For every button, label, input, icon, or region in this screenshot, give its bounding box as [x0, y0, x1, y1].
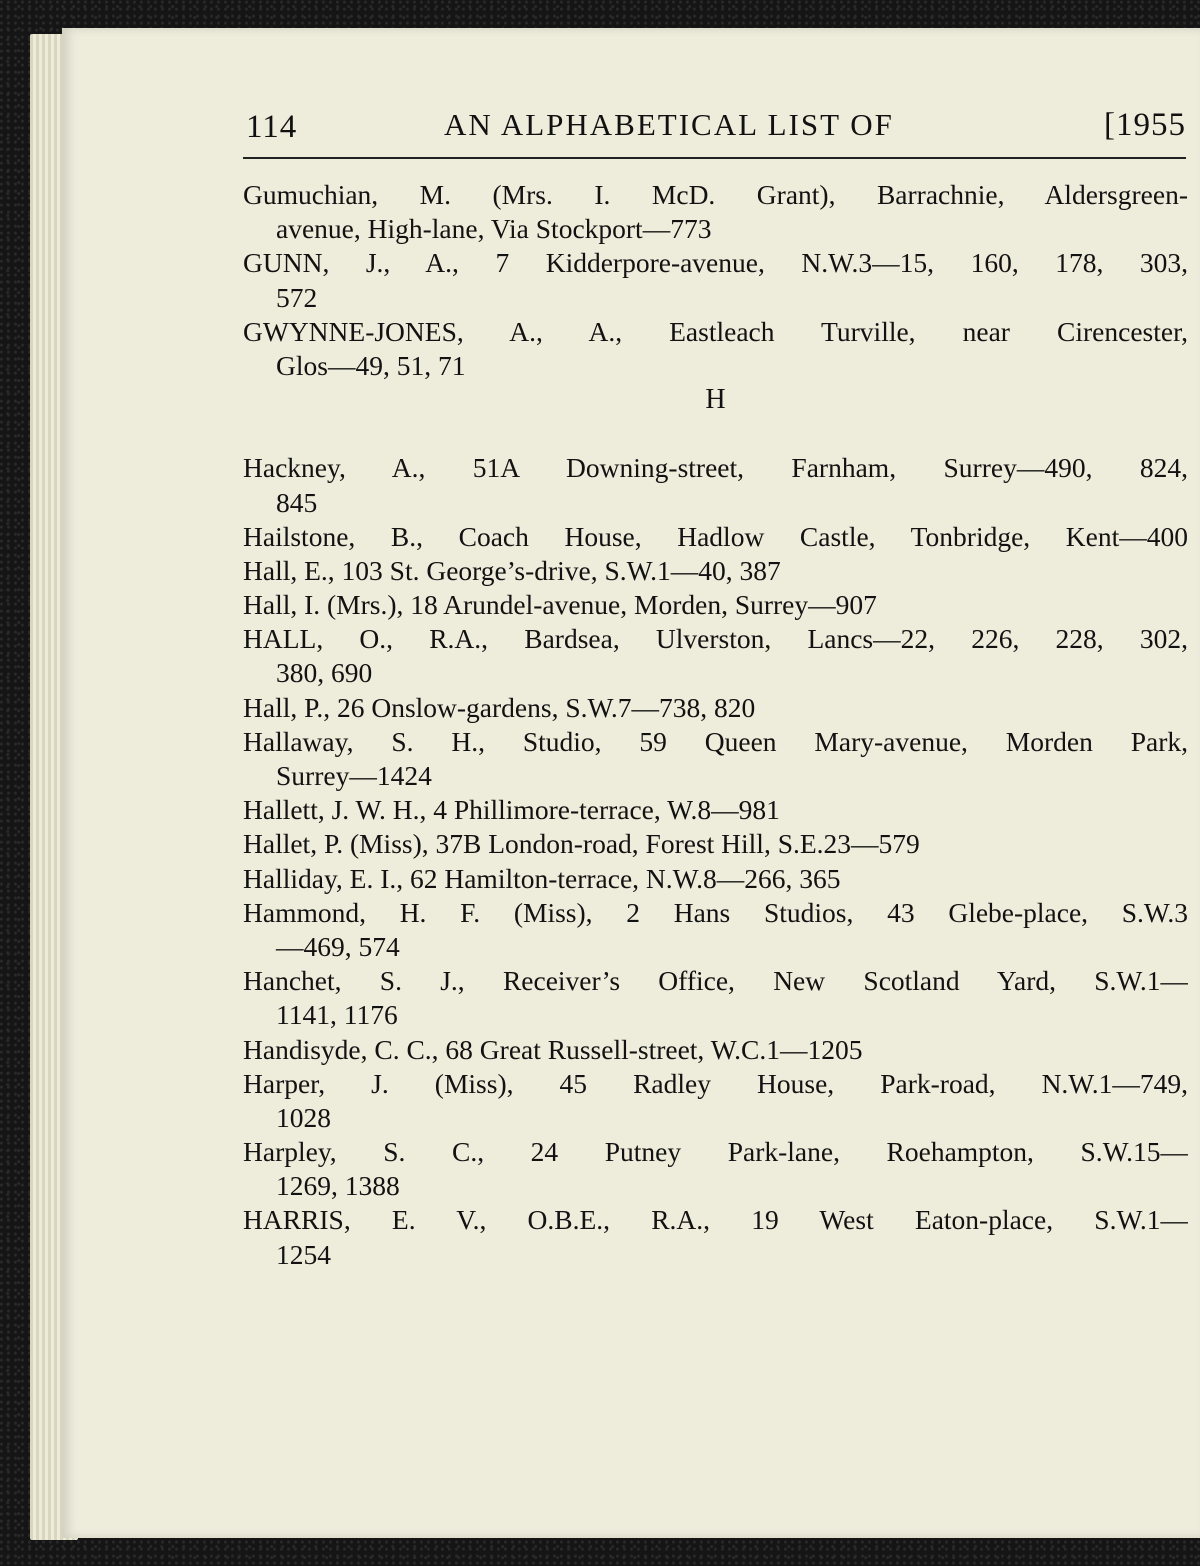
entry-line: Handisyde, C. C., 68 Great Russell-street, W.C.1—1205 — [243, 1033, 863, 1065]
entry-line: Gumuchian, M. (Mrs. I. McD. Grant), Barrachnie, Aldersgreen- — [243, 179, 1188, 210]
entry-line: Hackney, A., 51A Downing-street, Farnham, Surrey—490, 824, — [243, 452, 1188, 484]
entry-line: HARRIS, E. V., O.B.E., R.A., 19 West Eaton-place, S.W.1— — [243, 1204, 1188, 1236]
entry-line: Hammond, H. F. (Miss), 2 Hans Studios, 43 Glebe-place, S.W.3 — [243, 896, 1188, 928]
entry-line: GUNN, J., A., 7 Kidderpore-avenue, N.W.3—15, 160, 178, 303, — [243, 247, 1188, 279]
entry-line: Halliday, E. I., 62 Hamilton-terrace, N.W.8—266, 365 — [243, 862, 841, 894]
section-letter: H — [705, 384, 726, 416]
entry-line: 1269, 1388 — [276, 1170, 400, 1202]
entry-line: Harpley, S. C., 24 Putney Park-lane, Roehampton, S.W.15— — [243, 1136, 1188, 1168]
directory-entries — [243, 178, 1188, 1272]
entry-line: HALL, O., R.A., Bardsea, Ulverston, Lancs—22, 226, 228, 302, — [243, 623, 1188, 655]
entry-line: Harper, J. (Miss), 45 Radley House, Park-road, N.W.1—749, — [243, 1067, 1188, 1099]
entry-line: avenue, High-lane, Via Stockport—773 — [276, 213, 712, 245]
entry-line: Surrey—1424 — [276, 760, 432, 791]
entry-line: 1028 — [276, 1101, 331, 1133]
entry-line: Hailstone, B., Coach House, Hadlow Castle, Tonbridge, Kent—400 — [243, 520, 1188, 552]
entry-line: Hall, P., 26 Onslow-gardens, S.W.7—738, 820 — [243, 691, 756, 723]
entry-line: Hall, I. (Mrs.), 18 Arundel-avenue, Morden, Surrey—907 — [243, 589, 877, 621]
entry-line: Glos—49, 51, 71 — [276, 349, 466, 381]
entry-line: Hallet, P. (Miss), 37B London-road, Forest Hill, S.E.23—579 — [243, 828, 920, 860]
running-head — [246, 103, 1186, 151]
entry-line: Hallett, J. W. H., 4 Phillimore-terrace, W.8—981 — [243, 794, 780, 826]
entry-line: Hall, E., 103 St. George’s-drive, S.W.1—40, 387 — [243, 554, 781, 586]
entry-line: Hallaway, S. H., Studio, 59 Queen Mary-avenue, Morden Park, — [243, 725, 1188, 757]
header-rule — [243, 157, 1186, 159]
entry-line: 845 — [276, 486, 318, 518]
running-head-year: [1955 — [1104, 107, 1186, 143]
entry-line: 380, 690 — [276, 657, 373, 689]
running-head-title: AN ALPHABETICAL LIST OF — [444, 107, 894, 142]
entry-line: 572 — [276, 281, 318, 313]
entry-line: —469, 574 — [276, 930, 400, 962]
entry-line: 1254 — [276, 1238, 331, 1270]
entry-line: GWYNNE-JONES, A., A., Eastleach Turville, near Cirencester, — [243, 315, 1188, 347]
entry-line: 1141, 1176 — [276, 999, 398, 1031]
entry-line: Hanchet, S. J., Receiver’s Office, New Scotland Yard, S.W.1— — [243, 965, 1188, 997]
page-number: 114 — [246, 109, 298, 145]
